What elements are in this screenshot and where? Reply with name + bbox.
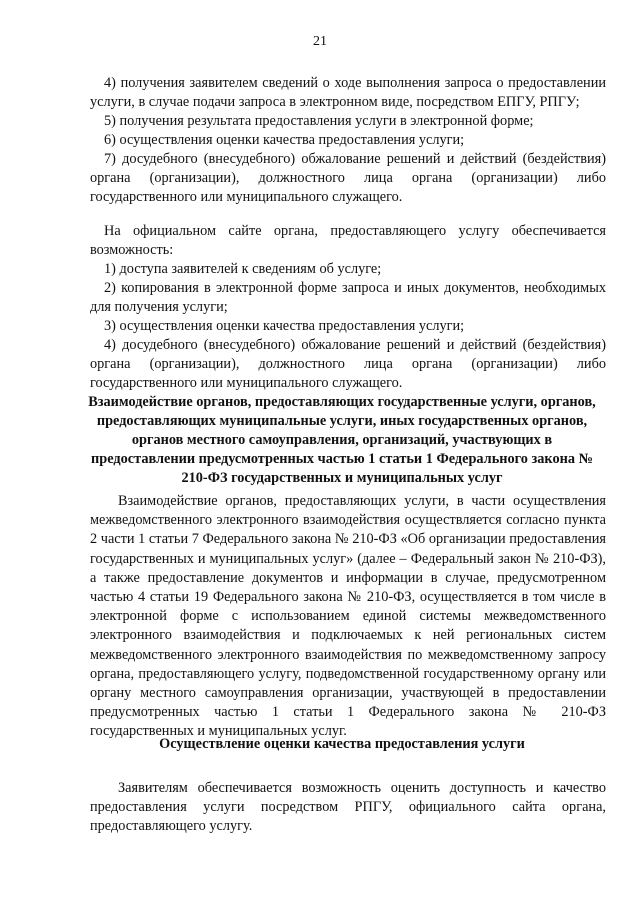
list-b-item-1: 1) доступа заявителей к сведениям об услуге; [104,261,382,277]
section-paragraph-interaction: Взаимодействие органов, предоставляющих услуги, в части осуществления межведомственного электронного взаимодействия осуществляется согласно пункта 2 части 1 статьи 7 Федерального закона № 210-ФЗ «Об организации предоставления государственных и муниципальных услуг» (далее – Федеральный закон № 210-ФЗ), а также предоставление документов и информации в случае, предусмотренном частью 4 статьи 19 Федерального закона № 210-ФЗ, осуществляется в том числе в электронной форме с использованием единой системы межведомственного электронного взаимодействия и подключаемых к ней региональных систем межведомственного электронного взаимодействия по межведомственному запросу органа, предоставляющего услугу, подведомственной государственному органу или органу местного самоуправления организации, участвующей в предоставлении предусмотренных частью 1 статьи 1 Федерального закона № 210-ФЗ государственных и муниципальных услуг. [90,493,606,740]
list-a-item-5: 5) получения результата предоставления услуги в электронной форме; [104,113,534,129]
page-number: 21 [313,34,327,49]
list-b-item-3: 3) осуществления оценки качества предоставления услуги; [104,318,465,334]
list-a-item-6: 6) осуществления оценки качества предоставления услуги; [104,132,465,148]
list-a-item-7: 7) досудебного (внесудебного) обжалование решений и действий (бездействия) органа (организации), должностного лица органа (организации) либо государственного или муниципального служащего. [90,151,606,205]
list-a-item-4: 4) получения заявителем сведений о ходе выполнения запроса о предоставлении услуги, в случае подачи запроса в электронном виде, посредством ЕПГУ, РПГУ; [90,75,606,110]
list-b [90,222,606,393]
list-b-intro: На официальном сайте органа, предоставляющего услугу обеспечивается возможность: [90,223,606,258]
section-paragraph-quality-assessment: Заявителям обеспечивается возможность оценить доступность и качество предоставления услуги посредством РПГУ, официального сайта органа, предоставляющего услугу. [90,780,606,835]
list-b-item-2: 2) копирования в электронной форме запроса и иных документов, необходимых для получения услуги; [90,280,606,315]
list-b-item-4: 4) досудебного (внесудебного) обжалование решений и действий (бездействия) органа (организации), должностного лица органа (организации) либо государственного или муниципального служащего. [90,337,606,391]
section-heading-quality-assessment: Осуществление оценки качества предоставления услуги [159,736,525,752]
list-a [90,74,606,207]
section-heading-interaction: Взаимодействие органов, предоставляющих государственные услуги, органов, предоставляющих муниципальные услуги, иных государственных органов, органов местного самоуправления, организаций, участвующих в предоставлении предусмотренных частью 1 статьи 1 Федерального закона № 210-ФЗ государственных и муниципальных услуг [88,394,596,486]
